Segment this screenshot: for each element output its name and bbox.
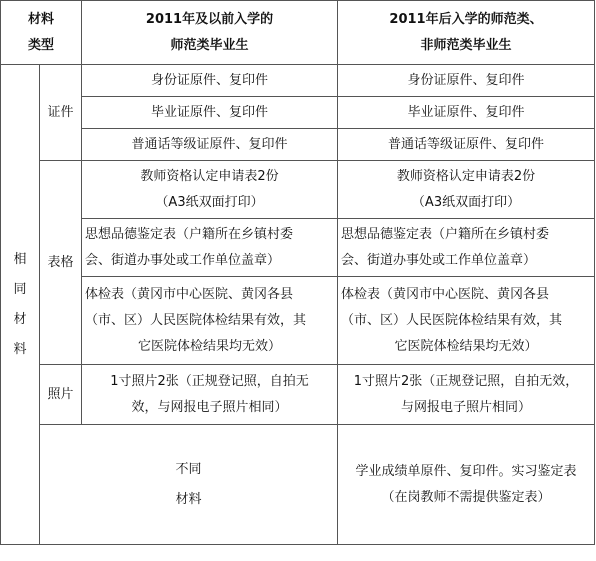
certificates-label: 证件 (40, 65, 82, 161)
cell-diploma-b (338, 97, 595, 129)
cell-text: 毕业证原件、复印件 (407, 104, 525, 120)
cell-medical-a (82, 277, 338, 365)
header-row (1, 1, 595, 65)
cell-text: （在岗教师不需提供鉴定表） (381, 489, 551, 505)
cell-medical-b (338, 277, 595, 365)
header-before-2011 (82, 1, 338, 65)
cell-text: 思想品德鉴定表（户籍所在乡镇村委 (85, 226, 294, 242)
header-after-2011 (338, 1, 595, 65)
cell-morality-b (338, 219, 595, 277)
header-before-2011-line2: 师范类毕业生 (170, 37, 249, 53)
cell-text: 它医院体检结果均无效） (394, 338, 538, 354)
table-row (1, 219, 595, 277)
table-row (1, 161, 595, 219)
cell-photo-a (82, 365, 338, 425)
cell-id-card-a (82, 65, 338, 97)
cell-text: 1寸照片2张（正规登记照，自拍无效， (353, 373, 579, 389)
cell-text: 毕业证原件、复印件 (151, 104, 269, 120)
cell-text: 体检表（黄冈市中心医院、黄冈各县 (85, 286, 294, 302)
cell-diploma-a (82, 97, 338, 129)
table-row (1, 65, 595, 97)
cell-different-a (338, 425, 595, 545)
cell-text: 效，与网报电子照片相同） (131, 399, 288, 415)
cell-text: 教师资格认定申请表2份 (140, 168, 279, 184)
cell-text: 身份证原件、复印件 (407, 72, 525, 88)
cell-application-b (338, 161, 595, 219)
cell-text: 思想品德鉴定表（户籍所在乡镇村委 (341, 226, 550, 242)
cell-text: 普通话等级证原件、复印件 (388, 136, 545, 152)
forms-label: 表格 (40, 161, 82, 365)
cell-application-a (82, 161, 338, 219)
cell-text: 它医院体检结果均无效） (138, 338, 282, 354)
cell-text: 会、街道办事处或工作单位盖章） (85, 252, 281, 268)
table-row (1, 129, 595, 161)
cell-text: 与网报电子照片相同） (401, 399, 532, 415)
cell-text: （市、区）人民医院体检结果有效，其 (341, 312, 563, 328)
cell-text: （A3纸双面打印） (411, 194, 521, 210)
same-materials-char-2: 同 (13, 281, 27, 297)
header-before-2011-line1: 2011年及以前入学的 (145, 11, 274, 27)
cell-text: 会、街道办事处或工作单位盖章） (341, 252, 537, 268)
cell-text: 学业成绩单原件、复印件。实习鉴定表 (355, 463, 577, 479)
cell-text: （A3纸双面打印） (155, 194, 264, 210)
different-materials-line2: 材料 (175, 491, 202, 507)
same-materials-char-3: 材 (13, 311, 27, 327)
cell-mandarin-a (82, 129, 338, 161)
same-materials-label (1, 65, 40, 545)
cell-photo-b (338, 365, 595, 425)
header-material-type-line2: 类型 (28, 37, 55, 53)
photos-label: 照片 (40, 365, 82, 425)
different-materials-label (40, 425, 338, 545)
header-after-2011-line1: 2011年后入学的师范类、 (389, 11, 543, 27)
different-materials-line1: 不同 (175, 461, 202, 477)
table-row (1, 277, 595, 365)
cell-text: 体检表（黄冈市中心医院、黄冈各县 (341, 286, 550, 302)
table-row (1, 425, 595, 545)
same-materials-char-4: 料 (13, 341, 27, 357)
cell-text: 教师资格认定申请表2份 (396, 168, 536, 184)
cell-mandarin-b (338, 129, 595, 161)
cell-text: 1寸照片2张（正规登记照，自拍无 (110, 373, 309, 389)
cell-text: 普通话等级证原件、复印件 (131, 136, 288, 152)
cell-id-card-b (338, 65, 595, 97)
table-row (1, 97, 595, 129)
same-materials-char-1: 相 (13, 251, 27, 267)
cell-text: 身份证原件、复印件 (151, 72, 269, 88)
table-row (1, 365, 595, 425)
cell-text: （市、区）人民医院体检结果有效，其 (85, 312, 307, 328)
header-material-type-line1: 材料 (28, 11, 55, 27)
header-material-type (1, 1, 82, 65)
header-after-2011-line2: 非师范类毕业生 (420, 37, 512, 53)
cell-morality-a (82, 219, 338, 277)
